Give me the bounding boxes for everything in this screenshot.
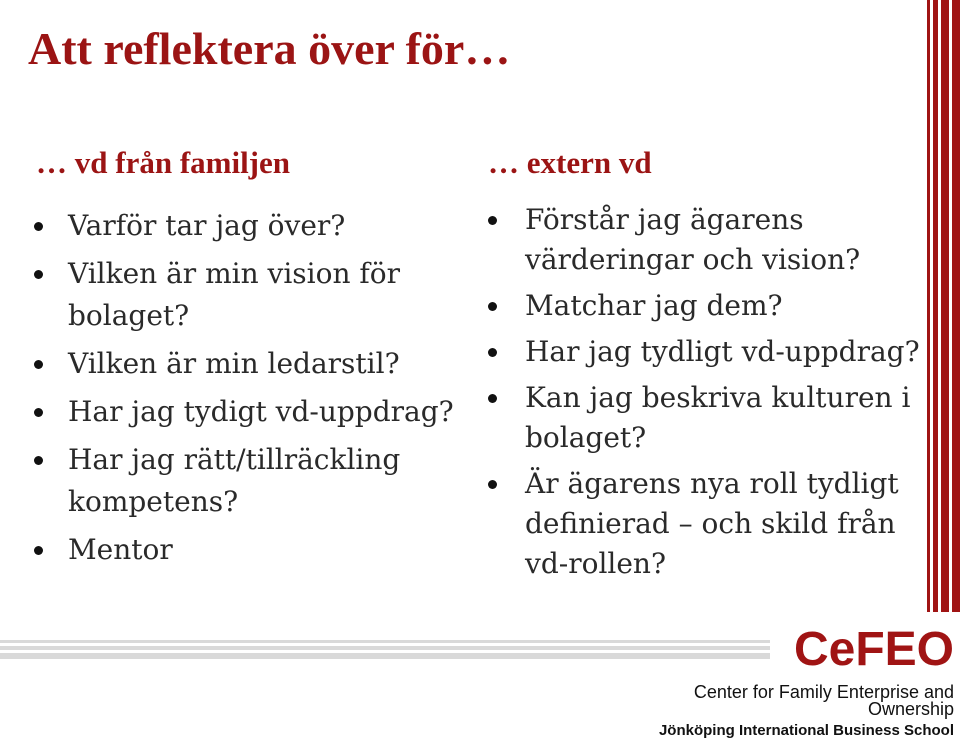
list-item: Matchar jag dem? — [488, 286, 938, 326]
list-item: Varför tar jag över? — [34, 205, 474, 247]
list-item: Vilken är min ledarstil? — [34, 343, 474, 385]
list-item: Har jag rätt/tillräckling kompetens? — [34, 439, 474, 523]
right-bullet-list — [488, 200, 938, 590]
logo-subtitle: Center for Family Enterprise and Ownership — [693, 682, 954, 719]
list-item: Mentor — [34, 529, 474, 571]
slide-title: Att reflektera över för… — [28, 23, 511, 74]
left-bullet-list — [34, 205, 474, 571]
list-item: Vilken är min vision för bolaget? — [34, 253, 474, 337]
list-item: Kan jag beskriva kulturen i bolaget? — [488, 378, 938, 458]
left-column-heading: … vd från familjen — [36, 145, 291, 180]
right-column-heading: … extern vd — [488, 145, 652, 180]
decorative-horizontal-stripes — [0, 640, 770, 660]
list-item: Är ägarens nya roll tydligt definierad – och skild från vd-rollen? — [488, 464, 938, 584]
list-item: Har jag tydigt vd-uppdrag? — [34, 391, 474, 433]
list-item: Förstår jag ägarens värderingar och vision? — [488, 200, 938, 280]
cefeo-logo: CeFEO — [793, 623, 954, 676]
logo-school-name: Jönköping International Business School — [658, 722, 954, 739]
decorative-vertical-stripes — [920, 0, 960, 612]
list-item: Har jag tydligt vd-uppdrag? — [488, 332, 938, 372]
